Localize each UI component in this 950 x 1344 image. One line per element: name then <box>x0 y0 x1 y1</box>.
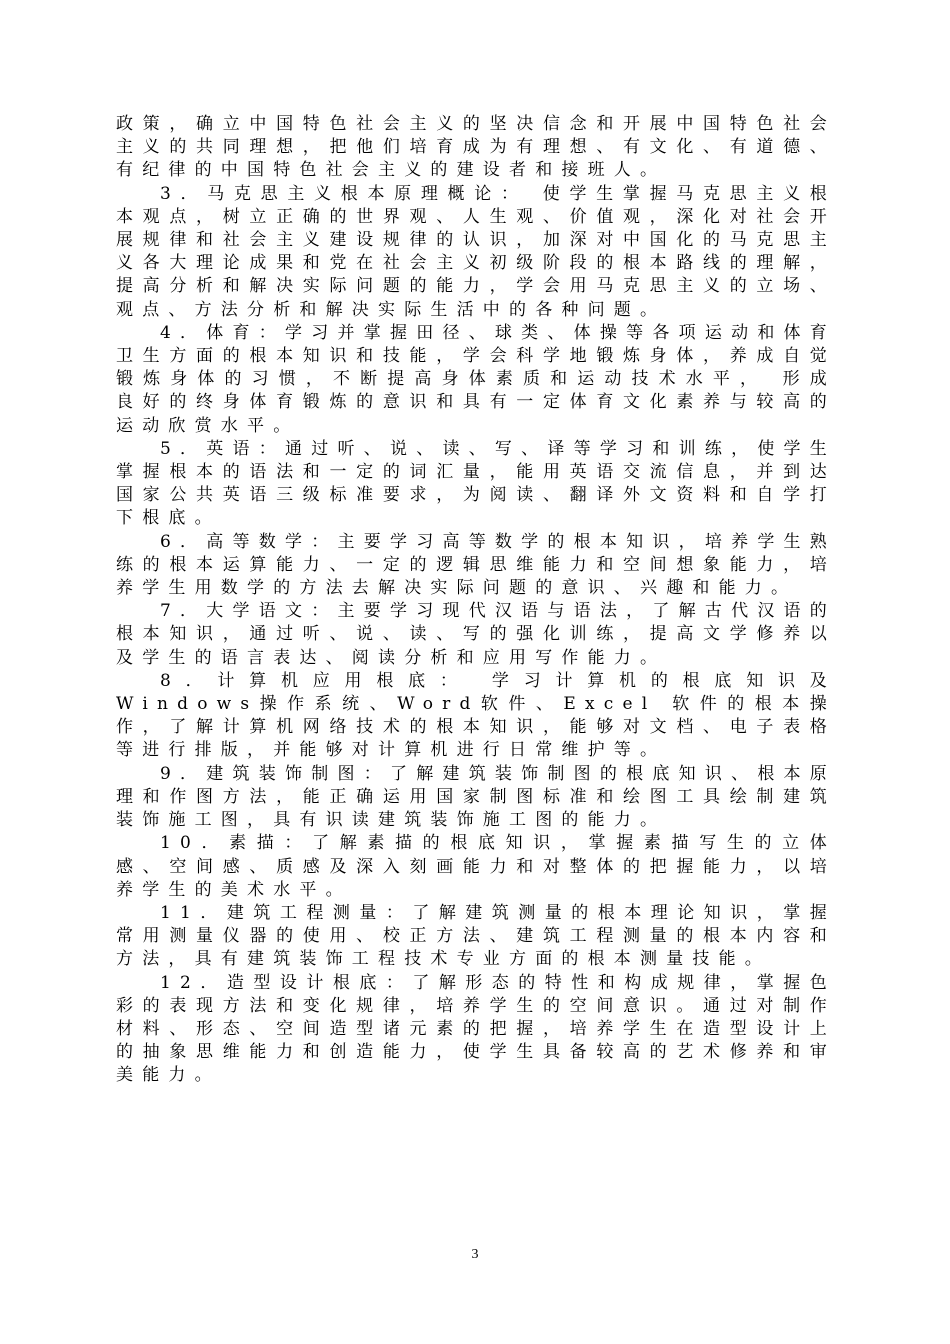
paragraph-course-8-computer-basics: 8．计算机应用根底： 学习计算机的根底知识及Windows操作系统、Word软件、Excel 软件的根本操作，了解计算机网络技术的根本知识，能够对文档、电子表格等进行排版，并能够对计算机进行日常维护等。 <box>116 670 836 761</box>
paragraph-course-12-modeling-design: 12．造型设计根底：了解形态的特性和构成规律，掌握色彩的表现方法和变化规律，培养学生的空间意识。通过对制作材料、形态、空间造型诸元素的把握，培养学生在造型设计上的抽象思维能力和创造能力，使学生具备较高的艺术修养和审美能力。 <box>116 972 836 1086</box>
page-number: 3 <box>471 1247 479 1262</box>
paragraph-course-11-surveying: 11．建筑工程测量：了解建筑测量的根本理论知识，掌握常用测量仪器的使用、校正方法、建筑工程测量的根本内容和方法，具有建筑装饰工程技术专业方面的根本测量技能。 <box>116 902 836 970</box>
paragraph-course-5-english: 5．英语：通过听、说、读、写、译等学习和训练，使学生掌握根本的语法和一定的词汇量，能用英语交流信息，并到达国家公共英语三级标准要求，为阅读、翻译外文资料和自学打下根底。 <box>116 438 836 529</box>
paragraph-course-9-decoration-drawing: 9．建筑装饰制图：了解建筑装饰制图的根底知识、根本原理和作图方法，能正确运用国家制图标准和绘图工具绘制建筑装饰施工图，具有识读建筑装饰施工图的能力。 <box>116 763 836 831</box>
paragraph-course-10-sketch: 10．素描：了解素描的根底知识，掌握素描写生的立体感、空间感、质感及深入刻画能力和对整体的把握能力，以培养学生的美术水平。 <box>116 833 836 900</box>
paragraph-course-6-advanced-math: 6．高等数学：主要学习高等数学的根本知识，培养学生熟练的根本运算能力、一定的逻辑思维能力和空间想象能力，培养学生用数学的方法去解决实际问题的意识、兴趣和能力。 <box>116 531 836 599</box>
paragraph-course-4-physical-education: 4．体育：学习并掌握田径、球类、体操等各项运动和体育卫生方面的根本知识和技能，学会科学地锻炼身体，养成自觉锻炼身体的习惯，不断提高身体素质和运动技术水平， 形成良好的终身体育锻炼的意识和具有一定体育文化素养与较高的运动欣赏水平。 <box>116 322 836 436</box>
paragraph-intro-continued: 政策，确立中国特色社会主义的坚决信念和开展中国特色社会主义的共同理想，把他们培育成为有理想、有文化、有道德、有纪律的中国特色社会主义的建设者和接班人。 <box>116 114 836 181</box>
paragraph-course-3-marxism-principles: 3．马克思主义根本原理概论： 使学生掌握马克思主义根本观点，树立正确的世界观、人生观、价值观，深化对社会开展规律和社会主义建设规律的认识，加深对中国化的马克思主义各大理论成果和党在社会主义初级阶段的根本路线的理解，提高分析和解决实际问题的能力，学会用马克思主义的立场、观点、方法分析和解决实际生活中的各种问题。 <box>116 183 836 320</box>
paragraph-course-7-college-chinese: 7．大学语文：主要学习现代汉语与语法，了解古代汉语的根本知识，通过听、说、读、写的强化训练，提高文学修养以及学生的语言表达、阅读分析和应用写作能力。 <box>116 601 836 668</box>
document-body <box>116 113 836 1088</box>
